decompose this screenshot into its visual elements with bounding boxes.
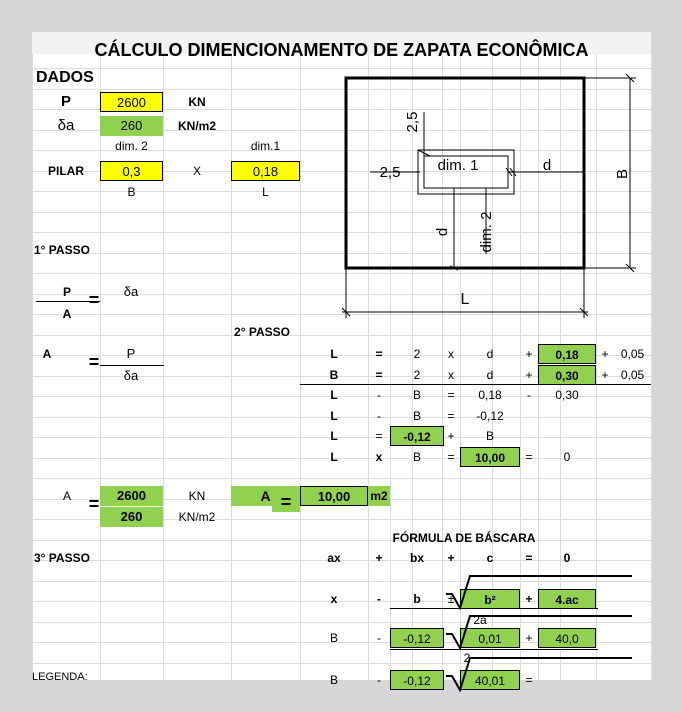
- b-row2-cell2[interactable]: -0,12: [390, 670, 444, 690]
- passo2-row5-cell0: L: [330, 450, 338, 464]
- pilar-dim2-input[interactable]: 0,3: [100, 161, 163, 181]
- d-below-label: d: [434, 227, 451, 237]
- b-label: B: [127, 185, 136, 199]
- grid-row-line: [32, 663, 651, 664]
- eq-cell0: ax: [327, 551, 341, 565]
- area-a-unit: m2: [368, 486, 390, 506]
- passo2-row5-cell5: =: [525, 450, 533, 464]
- top-offset-label: 2,5: [404, 111, 421, 133]
- fraction-bar: [390, 649, 598, 650]
- pilar-label: PILAR: [48, 164, 84, 178]
- passo2-header: 2° PASSO: [234, 325, 290, 339]
- delta-a-input[interactable]: 260: [100, 116, 163, 136]
- area-da-value[interactable]: 260: [100, 507, 163, 527]
- passo2-row5-cell3: =: [447, 450, 455, 464]
- passo1-header: 1° PASSO: [34, 243, 90, 257]
- passo2-row1-cell3: x: [448, 368, 454, 382]
- l-bottom-label: L: [460, 291, 470, 308]
- passo2-equals: =: [88, 352, 100, 372]
- area-a-label2: A: [231, 486, 300, 506]
- pilar-dim1-input[interactable]: 0,18: [231, 161, 300, 181]
- dim1-drawing-label: dim. 1: [437, 157, 479, 174]
- radical-sign: [442, 654, 502, 694]
- sum-line: [300, 384, 651, 385]
- passo2-row1-cell2: 2: [413, 368, 421, 382]
- dim2-label: dim. 2: [115, 139, 148, 153]
- grid-row-line: [32, 478, 651, 479]
- passo2-row1-cell5: +: [525, 368, 533, 382]
- passo2-da: δa: [123, 368, 139, 383]
- x-den: 2a: [473, 613, 487, 627]
- passo2-row2-cell3: =: [447, 388, 455, 402]
- eq-cell1: +: [375, 551, 383, 565]
- passo2-row1-cell7: +: [601, 368, 609, 382]
- b-row1-cell3[interactable]: 0,01: [460, 628, 520, 648]
- area-a-value[interactable]: 10,00: [300, 486, 368, 506]
- passo2-row1-cell8: 0,05: [620, 368, 645, 382]
- b-row2-cell3[interactable]: 40,01: [460, 670, 520, 690]
- passo2-row3-cell0: L: [330, 409, 338, 423]
- passo2-row4-cell3: +: [447, 429, 455, 443]
- eq-cell4: c: [486, 551, 494, 565]
- radical-sign: [442, 612, 502, 652]
- passo2-row4-cell1: =: [375, 429, 383, 443]
- d-right-label: d: [542, 157, 552, 174]
- passo2-row0-cell3: x: [448, 347, 454, 361]
- l-label: L: [262, 185, 269, 199]
- b-row2-cell1: -: [377, 673, 381, 687]
- passo3-header: 3° PASSO: [34, 551, 90, 565]
- passo2-row0-cell6[interactable]: 0,18: [538, 344, 596, 364]
- passo2-row1-cell6[interactable]: 0,30: [538, 365, 596, 385]
- area-p-unit: KN: [188, 489, 206, 503]
- b-row2-cell4: =: [525, 673, 533, 687]
- x-row-cell1: -: [377, 592, 381, 606]
- passo2-p: P: [126, 346, 136, 361]
- passo2-row2-cell5: -: [527, 388, 531, 402]
- x-row-cell5: +: [525, 592, 533, 606]
- passo2-row1-cell4: d: [486, 368, 494, 382]
- b-den1: 2: [463, 651, 471, 665]
- radical-sign: [442, 572, 502, 612]
- passo2-row5-cell1: x: [375, 450, 383, 464]
- p-label: P: [60, 93, 71, 110]
- passo2-row2-cell2: B: [412, 388, 421, 402]
- x-row-cell0: x: [330, 592, 338, 606]
- passo2-row0-cell2: 2: [413, 347, 421, 361]
- fraction-bar: [390, 608, 598, 609]
- passo2-row2-cell1: -: [377, 388, 381, 402]
- b-row1-cell4: +: [525, 631, 533, 645]
- area-equals: =: [88, 494, 100, 514]
- eq-cell5: =: [525, 551, 533, 565]
- x-row-cell3: ±: [447, 592, 455, 606]
- area-a-label: A: [62, 489, 71, 503]
- passo2-row4-cell4: B: [485, 429, 494, 443]
- times-label: X: [192, 164, 201, 178]
- passo2-row0-cell4: d: [486, 347, 494, 361]
- passo2-row4-cell0: L: [330, 429, 338, 443]
- b-row1-cell5[interactable]: 40,0: [538, 628, 596, 648]
- passo2-row3-cell2: B: [412, 409, 421, 423]
- passo2-row3-cell4: -0,12: [476, 409, 504, 423]
- passo2-row2-cell4: 0,18: [478, 388, 502, 402]
- passo1-den: A: [62, 307, 72, 321]
- area-equals2: =: [272, 492, 300, 512]
- passo1-den-right: δa: [123, 284, 139, 299]
- eq-cell6: 0: [563, 551, 571, 565]
- passo2-row4-cell2[interactable]: -0,12: [390, 426, 444, 446]
- passo2-row5-cell2: B: [412, 450, 421, 464]
- x-row-cell4[interactable]: b²: [460, 589, 520, 609]
- page-title: CÁLCULO DIMENCIONAMENTO DE ZAPATA ECONÔMICA: [94, 40, 589, 60]
- passo2-row1-cell1: =: [375, 368, 383, 382]
- dim2-drawing-label: dim. 2: [478, 211, 495, 253]
- bascara-header: FÓRMULA DE BÁSCARA: [392, 531, 536, 545]
- passo2-row1-cell0: B: [329, 368, 339, 382]
- passo1-equals: =: [88, 290, 100, 310]
- passo2-a: A: [42, 347, 52, 361]
- passo1-num: P: [62, 285, 71, 299]
- passo2-row5-cell4[interactable]: 10,00: [460, 447, 520, 467]
- passo2-row2-cell6: 0,30: [555, 388, 579, 402]
- x-row-cell6[interactable]: 4.ac: [538, 589, 596, 609]
- passo2-row0-cell0: L: [330, 347, 338, 361]
- passo2-row0-cell5: +: [525, 347, 533, 361]
- b-row2-cell0: B: [329, 673, 338, 687]
- left-offset-label: 2,5: [379, 164, 401, 181]
- spreadsheet-grid: [32, 32, 651, 688]
- p-input[interactable]: 2600: [100, 92, 163, 112]
- delta-a-unit: KN/m2: [177, 119, 216, 133]
- p-unit: KN: [188, 95, 206, 109]
- x-row-cell2: b: [413, 592, 421, 606]
- grid-row-line: [32, 622, 651, 623]
- eq-cell3: +: [447, 551, 455, 565]
- grid-col-line: [651, 32, 652, 680]
- dados-header: DADOS: [36, 69, 94, 86]
- area-p-value[interactable]: 2600: [100, 486, 163, 506]
- b-side-label: B: [614, 169, 631, 180]
- b-row1-cell2[interactable]: -0,12: [390, 628, 444, 648]
- area-da-unit: KN/m2: [178, 510, 216, 524]
- passo2-row3-cell1: -: [377, 409, 381, 423]
- legenda-label: LEGENDA:: [32, 671, 88, 683]
- passo2-row5-cell6: 0: [563, 450, 571, 464]
- passo2-row3-cell3: =: [447, 409, 455, 423]
- dim1-label: dim.1: [250, 139, 281, 153]
- passo2-row2-cell0: L: [330, 388, 338, 402]
- grid-row-line: [32, 581, 651, 582]
- passo2-row0-cell7: +: [601, 347, 609, 361]
- delta-a-label: δa: [57, 117, 75, 134]
- b-row1-cell0: B: [329, 631, 338, 645]
- eq-cell2: bx: [409, 551, 424, 565]
- b-row1-cell1: -: [377, 631, 381, 645]
- passo2-row0-cell1: =: [375, 347, 383, 361]
- passo2-row0-cell8: 0,05: [620, 347, 645, 361]
